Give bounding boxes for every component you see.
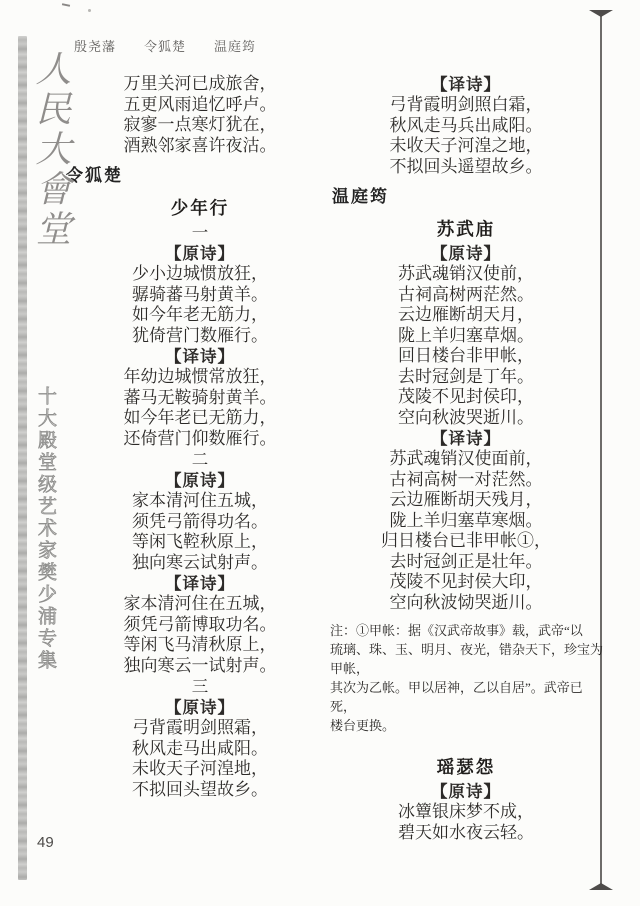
verse-line: 须凭弓箭得功名。 xyxy=(132,511,268,531)
verse-line: 秋风走马出咸阳。 xyxy=(132,738,268,758)
verse-line: 苏武魂销汉使面前， xyxy=(389,449,543,468)
verse-line: 未收天子河湟地， xyxy=(132,759,268,778)
part3-original xyxy=(66,718,334,800)
poem-title-yaoseyuan: 瑶瑟怨 xyxy=(436,757,496,777)
running-header: 殷尧藩 令狐楚 温庭筠 xyxy=(74,39,257,54)
poem-title-shaonianxing: 少年行 xyxy=(170,198,230,218)
verse-line: 不拟回头望故乡。 xyxy=(132,779,268,799)
scan-speck xyxy=(88,9,91,12)
verse-line: 归日楼台已非甲帐①， xyxy=(381,531,551,550)
verse-line: 回日楼台非甲帐， xyxy=(398,346,534,365)
verse-line: 未收天子河湟之地， xyxy=(389,136,543,155)
verse-line: 碧天如水夜云轻。 xyxy=(398,822,534,842)
verse-line: 少小边城惯放狂， xyxy=(132,264,268,283)
section-header-wen-tingyun: 温庭筠 xyxy=(332,187,389,206)
footnote-line: 楼台更换。 xyxy=(330,718,396,733)
label-translation: 【译诗】 xyxy=(165,347,235,366)
label-original: 【原诗】 xyxy=(431,244,501,263)
verse-line: 如今年老已无筋力， xyxy=(123,408,277,427)
verse-line: 寂寥一点寒灯犹在， xyxy=(123,115,277,134)
label-original: 【原诗】 xyxy=(165,244,235,263)
verse-line: 等闲飞马清秋原上， xyxy=(123,635,277,654)
part1-translation xyxy=(66,367,334,449)
verse-line: 家本清河住在五城， xyxy=(123,594,277,613)
left-column xyxy=(66,74,334,800)
verse-line: 空向秋波恸哭逝川。 xyxy=(389,592,543,612)
opening-verse xyxy=(66,74,334,156)
page-number: 49 xyxy=(37,834,54,851)
verse-line: 如今年老无筋力， xyxy=(132,305,268,324)
verse-line: 苏武魂销汉使前， xyxy=(398,264,534,283)
part3-translation-continued xyxy=(332,95,600,177)
label-original: 【原诗】 xyxy=(165,471,235,490)
footnote-line: 琉璃、珠、玉、明月、夜光，错杂天下，珍宝为甲帐， xyxy=(330,642,604,676)
part-number: 一 xyxy=(191,223,209,242)
spine-texture-bar xyxy=(18,36,27,880)
verse-line: 弓背霞明剑照霜， xyxy=(132,718,268,737)
verse-line: 年幼边城惯常放狂， xyxy=(123,367,277,386)
label-translation: 【译诗】 xyxy=(431,75,501,94)
verse-line: 古祠高树两茫然。 xyxy=(398,284,534,304)
verse-line: 蕃马无鞍骑射黄羊。 xyxy=(123,387,277,407)
verse-line: 还倚营门仰数雁行。 xyxy=(123,428,277,448)
fold-wedge-bottom xyxy=(589,883,613,890)
verse-line: 须凭弓箭博取功名。 xyxy=(123,614,277,634)
verse-line: 等闲飞鞚秋原上， xyxy=(132,532,268,551)
verse-line: 犹倚营门数雁行。 xyxy=(132,325,268,345)
verse-line: 家本清河住五城， xyxy=(132,491,268,510)
verse-line: 云边雁断胡天残月， xyxy=(389,490,543,509)
label-original: 【原诗】 xyxy=(431,782,501,801)
verse-line: 去时冠剑是丁年。 xyxy=(398,366,534,386)
verse-line: 古祠高树一对茫然。 xyxy=(389,469,543,489)
series-title-vertical: 十大殿堂级艺术家樊少浦专集 xyxy=(35,386,56,672)
verse-line: 云边雁断胡天月， xyxy=(398,305,534,324)
verse-line: 空向秋波哭逝川。 xyxy=(398,407,534,427)
page-fold-line xyxy=(600,12,602,888)
verse-line: 冰簟银床梦不成， xyxy=(398,802,534,821)
verse-line: 酒熟邻家喜许夜沽。 xyxy=(123,135,277,155)
footnote-line: 注：①甲帐：据《汉武帝故事》载，武帝“以 xyxy=(330,623,583,638)
verse-line: 弓背霞明剑照白霜， xyxy=(389,95,543,114)
verse-line: 陇上羊归塞草寒烟。 xyxy=(389,510,543,530)
label-original: 【原诗】 xyxy=(165,698,235,717)
part2-original xyxy=(66,491,334,573)
verse-line: 骣骑蕃马射黄羊。 xyxy=(132,284,268,304)
part2-translation xyxy=(66,594,334,676)
verse-line: 万里关河已成旅舍， xyxy=(123,74,277,93)
verse-line: 茂陵不见封侯印， xyxy=(398,387,534,406)
verse-line: 独向寒云试射声。 xyxy=(132,552,268,572)
verse-line: 茂陵不见封侯大印， xyxy=(389,572,543,591)
footnote-line: 其次为乙帐。甲以居神，乙以自居”。武帝已死， xyxy=(330,680,583,714)
verse-line: 秋风走马兵出咸阳。 xyxy=(389,115,543,135)
section-header-linghu-chu: 令狐楚 xyxy=(66,166,123,185)
suwumiao-translation xyxy=(332,449,600,613)
calligraphy-title: 人民大會堂 xyxy=(30,50,71,250)
poem-title-suwumiao: 苏武庙 xyxy=(436,219,496,239)
part1-original xyxy=(66,264,334,346)
scan-speck xyxy=(62,3,70,7)
suwumiao-original xyxy=(332,264,600,428)
label-translation: 【译诗】 xyxy=(431,429,501,448)
label-translation: 【译诗】 xyxy=(165,574,235,593)
verse-line: 不拟回头遥望故乡。 xyxy=(389,156,543,176)
verse-line: 五更风雨追忆呼卢。 xyxy=(123,94,277,114)
part-number: 二 xyxy=(191,450,209,469)
right-column xyxy=(330,74,604,843)
verse-line: 陇上羊归塞草烟。 xyxy=(398,325,534,345)
verse-line: 去时冠剑正是壮年。 xyxy=(389,551,543,571)
part-number: 三 xyxy=(191,677,209,696)
fold-wedge-top xyxy=(589,10,613,17)
yaoseyuan-original xyxy=(332,802,600,843)
footnote-block xyxy=(330,621,606,735)
verse-line: 独向寒云一试射声。 xyxy=(123,655,277,675)
